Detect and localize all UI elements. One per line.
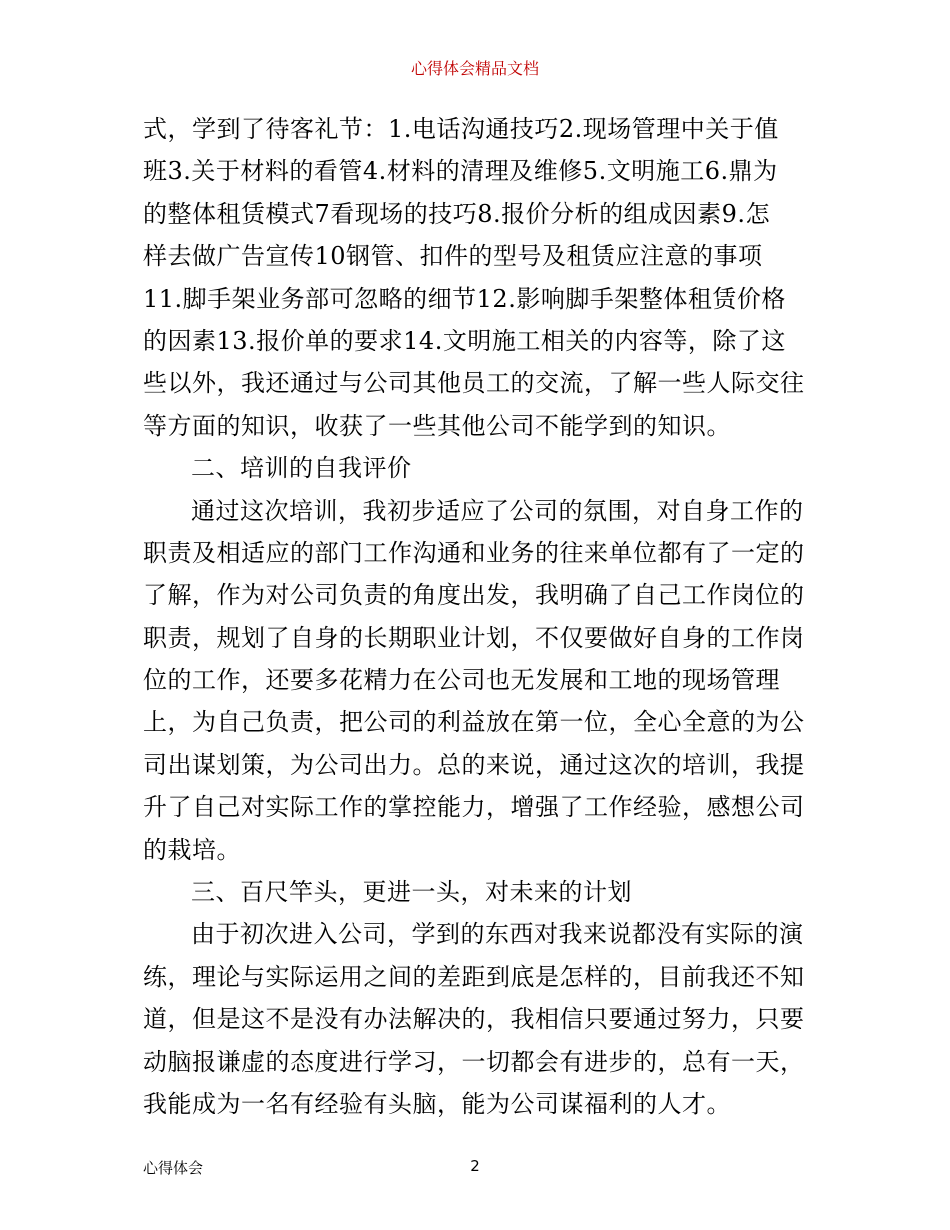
text-line: 样去做广告宣传10钢管、扣件的型号及租赁应注意的事项 (143, 242, 763, 271)
document-body (143, 108, 811, 1125)
text-line: 职责，规划了自身的长期职业计划，不仅要做好自身的工作岗 (143, 623, 805, 652)
page-header-title: 心得体会精品文档 (410, 59, 539, 78)
text-line: 些以外，我还通过与公司其他员工的交流，了解一些人际交往 (143, 369, 805, 398)
text-line: 职责及相适应的部门工作沟通和业务的往来单位都有了一定的 (143, 538, 805, 567)
text-line: 式，学到了待客礼节：1.电话沟通技巧2.现场管理中关于值 (143, 115, 779, 143)
section-heading: 三、百尺竿头，更进一头，对未来的计划 (191, 878, 632, 907)
text-line: 我能成为一名有经验有头脑，能为公司谋福利的人才。 (143, 1089, 731, 1118)
text-line: 由于初次进入公司，学到的东西对我来说都没有实际的演 (191, 920, 804, 949)
text-line: 通过这次培训，我初步适应了公司的氛围，对自身工作的 (191, 496, 804, 525)
text-line: 练，理论与实际运用之间的差距到底是怎样的，目前我还不知 (143, 962, 805, 991)
text-line: 升了自己对实际工作的掌控能力，增强了工作经验，感想公司 (143, 793, 805, 822)
text-line: 位的工作，还要多花精力在公司也无发展和工地的现场管理 (143, 666, 780, 695)
page-number: 2 (470, 1157, 480, 1175)
text-line: 班3.关于材料的看管4.材料的清理及维修5.文明施工6.鼎为 (143, 157, 778, 186)
text-line: 动脑报谦虚的态度进行学习，一切都会有进步的，总有一天， (143, 1047, 805, 1076)
text-line: 司出谋划策，为公司出力。总的来说，通过这次的培训，我提 (143, 750, 805, 779)
text-line: 上，为自己负责，把公司的利益放在第一位，全心全意的为公 (143, 708, 805, 737)
text-line: 的整体租赁模式7看现场的技巧8.报价分析的组成因素9.怎 (143, 199, 771, 228)
section-heading: 二、培训的自我评价 (191, 454, 412, 483)
text-line: 道，但是这不是没有办法解决的，我相信只要通过努力，只要 (143, 1005, 805, 1034)
text-line: 11.脚手架业务部可忽略的细节12.影响脚手架整体租赁价格 (143, 284, 786, 313)
text-line: 等方面的知识，收获了一些其他公司不能学到的知识。 (143, 411, 731, 440)
text-line: 的栽培。 (143, 835, 241, 864)
footer-label: 心得体会 (143, 1159, 204, 1177)
text-line: 的因素13.报价单的要求14.文明施工相关的内容等，除了这 (143, 326, 786, 355)
text-line: 了解，作为对公司负责的角度出发，我明确了自己工作岗位的 (143, 581, 805, 610)
